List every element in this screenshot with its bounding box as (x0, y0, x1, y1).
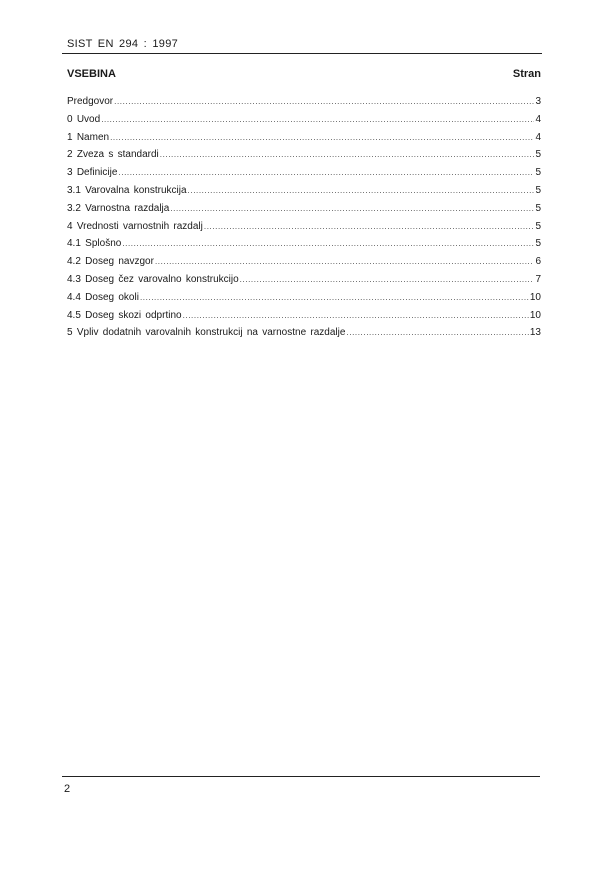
toc-title: VSEBINA (67, 68, 116, 80)
toc-entry-label: 1 Namen (67, 131, 110, 143)
toc-dot-leader (170, 204, 534, 213)
toc-dot-leader (122, 239, 534, 248)
toc-dot-leader (101, 115, 534, 124)
toc-entry (67, 203, 541, 221)
toc-entry (67, 132, 541, 150)
toc-dot-leader (110, 133, 534, 142)
toc-entry (67, 185, 541, 203)
toc-entry-page: 4 (535, 131, 541, 143)
toc-entry-page: 6 (535, 256, 541, 268)
toc-entry-label: 3.1 Varovalna konstrukcija (67, 184, 187, 196)
toc-entry-page: 5 (535, 184, 541, 196)
toc-dot-leader (346, 328, 528, 337)
toc-entry-page: 3 (535, 96, 541, 107)
toc-entry (67, 238, 541, 256)
toc-entry-page: 13 (529, 327, 541, 339)
toc-dot-leader (160, 150, 535, 159)
toc-entry-page: 5 (535, 202, 541, 214)
toc-dot-leader (183, 311, 529, 320)
page-number: 2 (64, 783, 71, 795)
toc-entry-label: 4 Vrednosti varnostnih razdalj (67, 220, 203, 232)
toc-entry (67, 221, 541, 239)
toc-entry-label: Predgovor (67, 96, 114, 107)
toc-entry-label: 4.4 Doseg okoli (67, 291, 139, 303)
toc-dot-leader (140, 293, 529, 302)
toc-entry-page: 5 (535, 149, 541, 161)
footer-divider (62, 776, 540, 777)
toc-entry-label: 4.1 Splošno (67, 238, 122, 250)
toc-entry (67, 114, 541, 132)
toc-entry (67, 256, 541, 274)
toc-list (67, 96, 541, 345)
toc-entry-label: 4.2 Doseg navzgor (67, 256, 154, 268)
toc-entry-page: 10 (529, 309, 541, 321)
toc-page-column-label: Stran (512, 68, 541, 80)
toc-dot-leader (155, 257, 534, 266)
toc-dot-leader (188, 186, 535, 195)
toc-entry (67, 96, 541, 114)
toc-entry-label: 3 Definicije (67, 167, 118, 179)
toc-entry-page: 10 (529, 291, 541, 303)
toc-dot-leader (240, 275, 535, 284)
toc-entry-page: 5 (535, 220, 541, 232)
toc-dot-leader (118, 168, 534, 177)
toc-entry-label: 4.5 Doseg skozi odprtino (67, 309, 182, 321)
header-standard-id: SIST EN 294 : 1997 (67, 38, 179, 50)
toc-dot-leader (114, 97, 534, 106)
toc-entry-label: 2 Zveza s standardi (67, 149, 159, 161)
toc-entry-page: 5 (535, 238, 541, 250)
toc-entry-label: 5 Vpliv dodatnih varovalnih konstrukcij na varnostne razdalje (67, 327, 346, 339)
toc-entry-label: 3.2 Varnostna razdalja (67, 202, 170, 214)
toc-entry-page: 4 (535, 113, 541, 125)
toc-entry-page: 5 (535, 167, 541, 179)
toc-entry-page: 7 (535, 273, 541, 285)
toc-entry (67, 149, 541, 167)
toc-dot-leader (204, 222, 535, 231)
header-divider (62, 53, 542, 54)
toc-entry (67, 167, 541, 185)
toc-entry (67, 327, 541, 345)
toc-entry-label: 0 Uvod (67, 113, 101, 125)
toc-entry-label: 4.3 Doseg čez varovalno konstrukcijo (67, 273, 239, 285)
toc-entry (67, 274, 541, 292)
toc-entry (67, 310, 541, 328)
toc-entry (67, 292, 541, 310)
